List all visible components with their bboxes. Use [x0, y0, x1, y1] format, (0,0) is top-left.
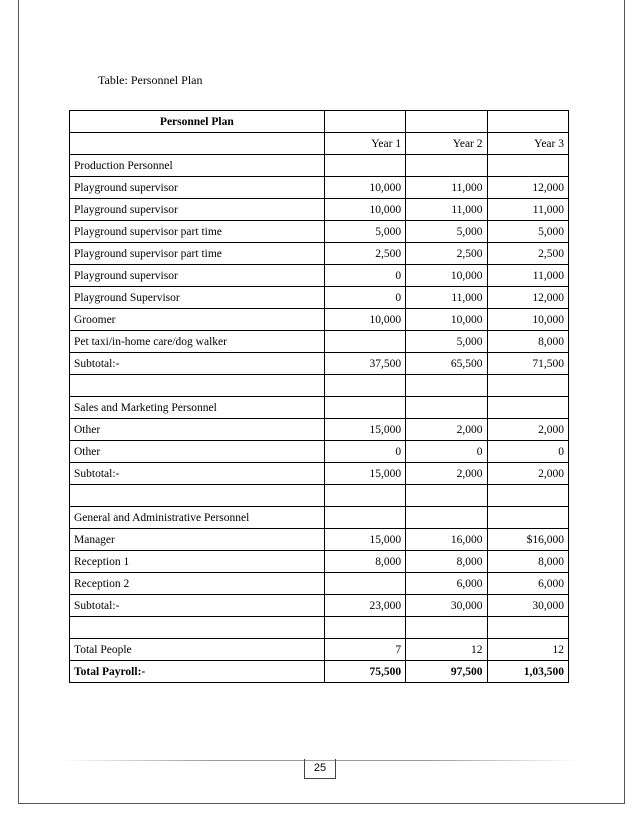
row-label: Playground supervisor part time [70, 243, 325, 265]
row-value-year-1: 0 [324, 441, 405, 463]
row-value-year-1: 2,500 [324, 243, 405, 265]
table-row [70, 287, 569, 309]
table-row [70, 221, 569, 243]
table-row [70, 243, 569, 265]
table-row [70, 639, 569, 661]
table-row [70, 485, 569, 507]
row-value-year-3 [487, 507, 568, 529]
row-value-year-2: 5,000 [406, 331, 487, 353]
table-row [70, 661, 569, 683]
row-label: Total People [70, 639, 325, 661]
row-value-year-3: 11,000 [487, 265, 568, 287]
row-value-year-1 [324, 507, 405, 529]
row-value-year-1 [324, 485, 405, 507]
row-value-year-2: 2,000 [406, 419, 487, 441]
table-row [70, 331, 569, 353]
table-row [70, 155, 569, 177]
row-value-year-2: 11,000 [406, 199, 487, 221]
table-caption: Table: Personnel Plan [98, 73, 203, 87]
row-value-year-1: 15,000 [324, 463, 405, 485]
row-value-year-3: 11,000 [487, 199, 568, 221]
row-label: Pet taxi/in-home care/dog walker [70, 331, 325, 353]
header-year-3: Year 3 [487, 133, 568, 155]
table-row [70, 573, 569, 595]
table-row [70, 419, 569, 441]
row-value-year-3: 2,500 [487, 243, 568, 265]
row-value-year-1: 10,000 [324, 177, 405, 199]
row-value-year-3: 2,000 [487, 419, 568, 441]
row-value-year-3 [487, 485, 568, 507]
row-value-year-3: 1,03,500 [487, 661, 568, 683]
row-label: Subtotal:- [70, 463, 325, 485]
row-value-year-1 [324, 375, 405, 397]
table-title: Personnel Plan [70, 111, 325, 133]
row-value-year-1 [324, 331, 405, 353]
row-value-year-3: 8,000 [487, 551, 568, 573]
row-label: Playground supervisor [70, 265, 325, 287]
row-value-year-2: 11,000 [406, 287, 487, 309]
table-row [70, 375, 569, 397]
row-value-year-3: 12 [487, 639, 568, 661]
table-title-cell-empty [324, 111, 405, 133]
row-label: Other [70, 419, 325, 441]
row-value-year-2 [406, 485, 487, 507]
table-row [70, 595, 569, 617]
row-value-year-2 [406, 507, 487, 529]
row-value-year-3: 2,000 [487, 463, 568, 485]
row-value-year-2: 8,000 [406, 551, 487, 573]
row-label: General and Administrative Personnel [70, 507, 325, 529]
header-label-empty [70, 133, 325, 155]
table-row [70, 551, 569, 573]
row-value-year-2 [406, 397, 487, 419]
row-value-year-2: 6,000 [406, 573, 487, 595]
row-value-year-3: 12,000 [487, 287, 568, 309]
row-label: Total Payroll:- [70, 661, 325, 683]
row-label: Playground Supervisor [70, 287, 325, 309]
table-row [70, 265, 569, 287]
header-year-1: Year 1 [324, 133, 405, 155]
row-value-year-2: 5,000 [406, 221, 487, 243]
row-label: Subtotal:- [70, 353, 325, 375]
row-value-year-1: 75,500 [324, 661, 405, 683]
row-value-year-3: 6,000 [487, 573, 568, 595]
row-label: Playground supervisor [70, 199, 325, 221]
row-value-year-3: 0 [487, 441, 568, 463]
table-row [70, 309, 569, 331]
table-row [70, 529, 569, 551]
row-value-year-2: 10,000 [406, 265, 487, 287]
row-value-year-3: 10,000 [487, 309, 568, 331]
row-value-year-1: 0 [324, 287, 405, 309]
row-value-year-2: 0 [406, 441, 487, 463]
row-value-year-3 [487, 375, 568, 397]
row-value-year-1 [324, 397, 405, 419]
row-value-year-1 [324, 573, 405, 595]
row-value-year-2 [406, 617, 487, 639]
personnel-plan-table [69, 110, 569, 683]
row-value-year-1: 8,000 [324, 551, 405, 573]
row-value-year-3 [487, 397, 568, 419]
table-row [70, 617, 569, 639]
row-value-year-1: 37,500 [324, 353, 405, 375]
row-value-year-3 [487, 155, 568, 177]
row-value-year-3 [487, 617, 568, 639]
table-header-row [70, 133, 569, 155]
row-value-year-3: 5,000 [487, 221, 568, 243]
row-label: Reception 1 [70, 551, 325, 573]
table-row [70, 353, 569, 375]
row-value-year-1: 23,000 [324, 595, 405, 617]
row-label: Reception 2 [70, 573, 325, 595]
row-value-year-3: 12,000 [487, 177, 568, 199]
row-value-year-2: 12 [406, 639, 487, 661]
row-label: Groomer [70, 309, 325, 331]
table-row [70, 397, 569, 419]
row-label: Manager [70, 529, 325, 551]
row-label: Playground supervisor part time [70, 221, 325, 243]
row-value-year-1: 7 [324, 639, 405, 661]
row-label [70, 375, 325, 397]
table-row [70, 507, 569, 529]
row-value-year-2: 2,500 [406, 243, 487, 265]
row-value-year-2: 11,000 [406, 177, 487, 199]
row-value-year-2: 65,500 [406, 353, 487, 375]
table-title-row [70, 111, 569, 133]
table-row [70, 463, 569, 485]
row-label [70, 617, 325, 639]
table-row [70, 199, 569, 221]
row-value-year-2: 10,000 [406, 309, 487, 331]
row-label: Other [70, 441, 325, 463]
page-number: 25 [304, 759, 336, 779]
row-label: Production Personnel [70, 155, 325, 177]
table-title-cell-empty [487, 111, 568, 133]
row-value-year-1 [324, 155, 405, 177]
row-value-year-1 [324, 617, 405, 639]
row-value-year-3: 30,000 [487, 595, 568, 617]
row-value-year-3: 8,000 [487, 331, 568, 353]
row-value-year-1: 10,000 [324, 199, 405, 221]
table-title-cell-empty [406, 111, 487, 133]
row-label: Subtotal:- [70, 595, 325, 617]
row-value-year-1: 10,000 [324, 309, 405, 331]
row-value-year-1: 15,000 [324, 529, 405, 551]
row-label: Sales and Marketing Personnel [70, 397, 325, 419]
row-value-year-3: 71,500 [487, 353, 568, 375]
row-value-year-2 [406, 155, 487, 177]
row-value-year-3: $16,000 [487, 529, 568, 551]
row-label [70, 485, 325, 507]
row-value-year-1: 5,000 [324, 221, 405, 243]
row-value-year-1: 15,000 [324, 419, 405, 441]
row-value-year-2: 16,000 [406, 529, 487, 551]
row-label: Playground supervisor [70, 177, 325, 199]
row-value-year-1: 0 [324, 265, 405, 287]
header-year-2: Year 2 [406, 133, 487, 155]
row-value-year-2: 97,500 [406, 661, 487, 683]
table-row [70, 441, 569, 463]
row-value-year-2 [406, 375, 487, 397]
row-value-year-2: 2,000 [406, 463, 487, 485]
table-row [70, 177, 569, 199]
row-value-year-2: 30,000 [406, 595, 487, 617]
